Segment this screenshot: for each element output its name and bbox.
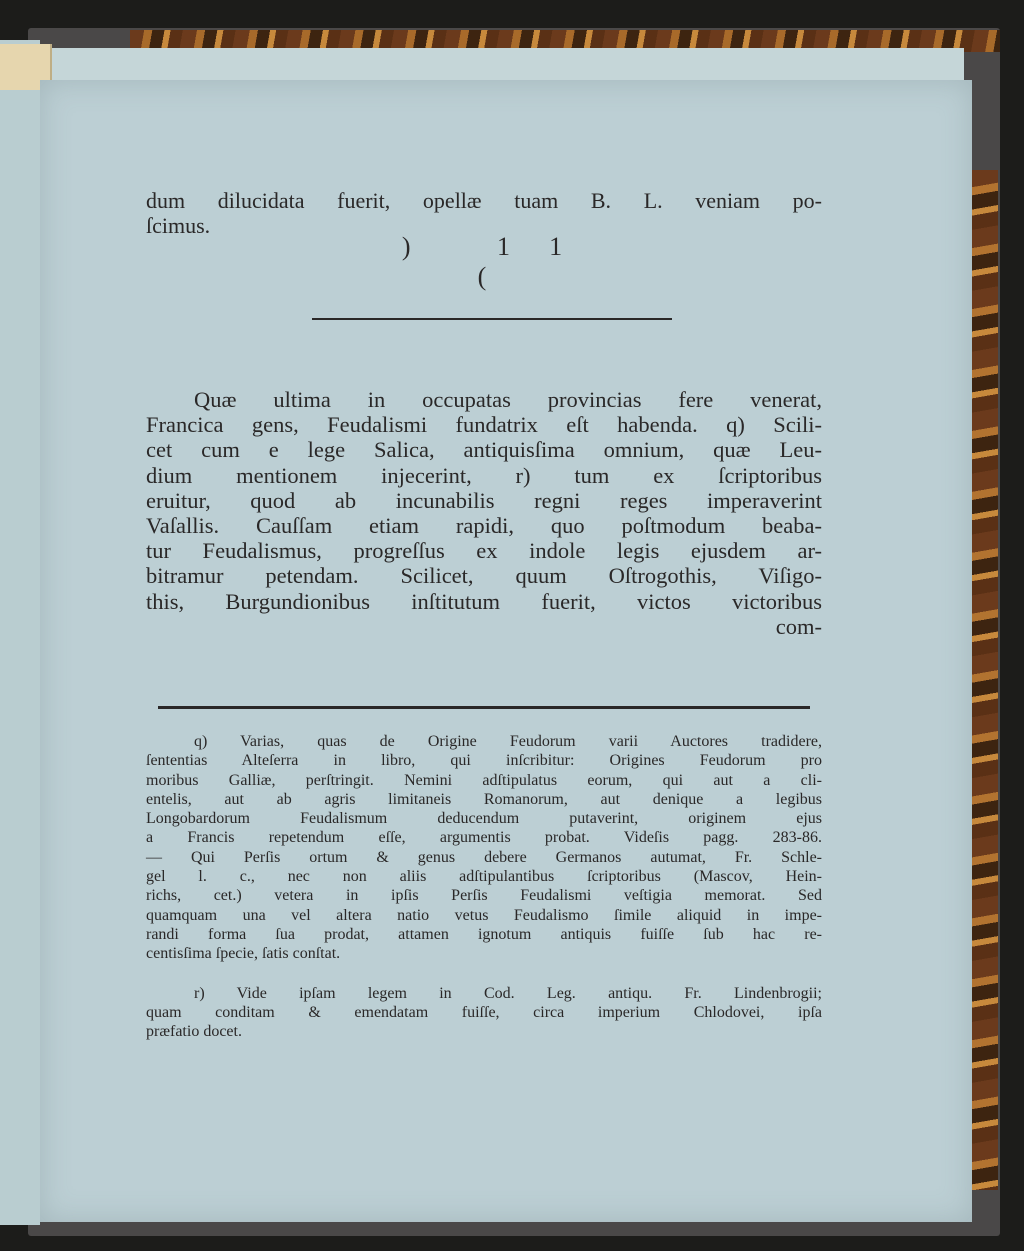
main-line: Francica gens, Feudalismi fundatrix eſt habenda. q) Scili-	[146, 412, 822, 438]
main-line: Vaſallis. Cauſſam etiam rapidi, quo poſtmodum beaba-	[146, 513, 822, 539]
footnote-line: Longobardorum Feudalismum deducendum putaverint, originem ejus	[146, 810, 822, 828]
footnote-line: richs, cet.) vetera in ipſis Perſis Feudalismi veſtigia memorat. Sed	[146, 887, 822, 905]
footnote-line: randi forma ſua prodat, attamen ignotum antiquis fuiſſe ſub hac re-	[146, 925, 822, 943]
footnote-divider	[158, 706, 810, 709]
left-page-edge	[0, 40, 40, 1225]
footnote-line: præfatio docet.	[146, 1023, 242, 1041]
catchword: com-	[775, 613, 822, 639]
footnote-r	[146, 984, 822, 1042]
opening-paragraph	[146, 188, 822, 238]
main-line: eruitur, quod ab incunabilis regni reges imperaverint	[146, 487, 822, 513]
footnote-line: q) Varias, quas de Origine Feudorum varii Auctores tradidere,	[194, 733, 822, 750]
footnote-line: r) Vide ipſam legem in Cod. Leg. antiqu. Fr. Lindenbrogii;	[194, 984, 822, 1002]
main-line: this, Burgundionibus inſtitutum fuerit, victos victoribus	[146, 588, 822, 614]
footnote-line: gel l. c., nec non aliis adſtipulantibus ſcriptoribus (Mascov, Hein-	[146, 868, 822, 886]
book-page	[40, 80, 972, 1222]
footnote-line: moribus Galliæ, perſtringit. Nemini adſtipulatus eorum, qui aut a cli-	[146, 771, 822, 789]
main-line: Quæ ultima in occupatas provincias fere venerat,	[194, 387, 822, 412]
main-line: tur Feudalismus, progreſſus ex indole legis ejusdem ar-	[146, 538, 822, 564]
opening-line: ſcimus.	[146, 213, 211, 238]
opening-line: dum dilucidata fuerit, opellæ tuam B. L. veniam po-	[146, 188, 822, 213]
footnote-line: quamquam una vel altera natio vetus Feudalismo ſimile aliquid in impe-	[146, 906, 822, 924]
section-divider	[312, 318, 672, 320]
footnote-line: — Qui Perſis ortum & genus debere Germanos autumat, Fr. Schle-	[146, 848, 822, 866]
footnote-line: a Francis repetendum eſſe, argumentis probat. Videſis pagg. 283-86.	[146, 829, 822, 847]
footnotes	[146, 732, 822, 1041]
footnote-q	[146, 732, 822, 964]
main-line: cet cum e lege Salica, antiquisſima omnium, quæ Leu-	[146, 437, 822, 463]
footnote-line: ſententias Alteſerra in libro, qui inſcribitur: Origines Feudorum pro	[146, 752, 822, 770]
footnote-line: entelis, aut ab agris limitaneis Romanorum, aut denique a legibus	[146, 790, 822, 808]
main-paragraph	[146, 387, 822, 639]
main-line: bitramur petendam. Scilicet, quum Oſtrogothis, Viſigo-	[146, 563, 822, 589]
footnote-line: quam conditam & emendatam fuiſſe, circa imperium Chlodovei, ipſa	[146, 1003, 822, 1021]
footnote-line: centisſima ſpecie, ſatis conſtat.	[146, 945, 341, 963]
page-number: ) 11 (	[401, 232, 603, 291]
main-line: dium mentionem injecerint, r) tum ex ſcriptoribus	[146, 462, 822, 488]
